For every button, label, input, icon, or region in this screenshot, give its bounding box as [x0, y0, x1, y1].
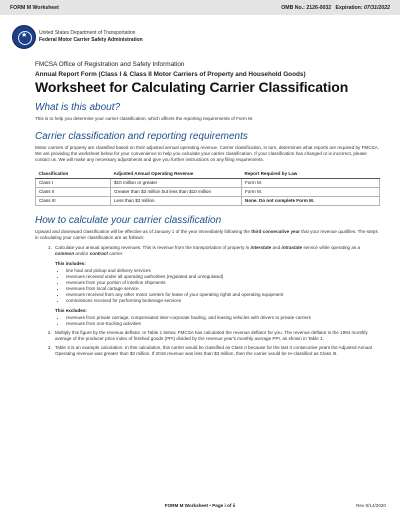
table-cell: Form M.: [242, 187, 380, 196]
classification-table: [35, 171, 380, 206]
about-text: This is to help you determine your carrier classification, which affects the reporting requirements of Form M.: [35, 116, 254, 121]
office-name: FMCSA Office of Registration and Safety Information: [35, 61, 185, 68]
expiration-date: 07/31/2022: [364, 5, 390, 11]
top-bar: [0, 0, 400, 15]
includes-list: [55, 268, 380, 304]
list-item: • revenues received under all operating authorities (regulated and unregulated): [66, 274, 380, 280]
classification-heading: Carrier classification and reporting requirements: [35, 131, 248, 142]
excludes-label: This excludes:: [55, 308, 87, 314]
table-cell: Class II: [36, 187, 111, 196]
step-2: 2. Multiply this figure by the revenue deflator. In Table 1 below, FMCSA has calculated the revenue deflator for you. The revenue deflator is the 1994 monthly average of the producer price index of finished goods (PPI) divided by the revenue year's monthly average PPI, as shown in Table 1.: [53, 330, 380, 342]
document-body: [35, 62, 380, 357]
list-item: • revenues from private carriage, compensated inter-corporate hauling, and leasing vehicles with drivers to private carriers: [66, 315, 380, 321]
table-cell: $10 million or greater: [111, 178, 242, 187]
table-row: [36, 178, 380, 187]
list-item: • revenues received from any other motor carriers for lease of your operating rights and operating equipment: [66, 292, 380, 298]
list-item: • line haul and pickup and delivery services: [66, 268, 380, 274]
table-cell: Greater than $3 million but less than $10 million: [111, 187, 242, 196]
department-name: United States Department of Transportation: [39, 30, 136, 36]
about-heading: What is this about?: [35, 102, 121, 113]
list-item: • revenues from non-trucking activities: [66, 321, 380, 327]
agency-logo-block: [12, 25, 172, 51]
step-3: 3. Table 3 is an example calculation. In this calculation, this carrier would be classified as Class II because for the last 3 consecutive years the Adjusted Annual Operating revenue was greater than $3 million. If 2018 revenue was less than $3 million, then the carrier would be re-classified as Class III.: [53, 345, 380, 357]
page-number: FORM M Worksheet • Page i of ii: [164, 503, 236, 508]
table-row: [36, 187, 380, 196]
column-header: Adjusted Annual Operating Revenue: [111, 171, 242, 178]
expiration-label: Expiration:: [335, 5, 363, 11]
includes-label: This includes:: [55, 261, 86, 267]
table-cell: Less than $3 million: [111, 196, 242, 205]
step-1: 1. Calculate your annual operating revenues. This is revenue from the transportation of property in interstate and intrastate service while operating as a common and/or contract carrier. This includes: • line haul and pickup and delivery services • revenues received under all operating authorities (regulated and unregulated) • revenues from your portion of interline shipments • revenues from local cartage service • revenues received from any other motor carriers for lease of your operating rights and operating equipment • commissions received for performing brokerage services This excludes: • revenues from private carriage, compensated inter-corporate hauling, and leasing vehicles with drivers to private carriers • revenues from non-trucking activities: [53, 245, 380, 327]
steps-list: [35, 245, 380, 357]
dot-seal-icon: ★: [12, 25, 36, 49]
table-cell: None. Do not complete Form M.: [242, 196, 380, 205]
how-intro: Upward and downward classification will be effective as of January 1 of the year immediately following the third consecutive year that your revenue qualifies. The steps in calculating your carrier classification are as follows:: [35, 229, 378, 241]
table-row: [36, 196, 380, 205]
column-header: Report Required by Law: [242, 171, 380, 178]
list-item: • revenues from your portion of interline shipments: [66, 280, 380, 286]
list-item: • revenues from local cartage service: [66, 286, 380, 292]
table-header-row: [36, 171, 380, 178]
table-cell: Class III: [36, 196, 111, 205]
form-label: FORM M Worksheet: [10, 5, 59, 11]
classification-text: Motor carriers of property are classified based on their adjusted annual operating revenue. Carrier classification, in turn, determines what reports are required by FMCSA. We are providing the worksheet below for your convenience to help you calculate your carrier classification. If your classification has changed or is incorrect, please contact us. We will make any necessary adjustments and give you further instructions on any filing requirements.: [35, 145, 379, 162]
omb-number: OMB No.: 2126-0032: [281, 5, 332, 11]
administration-name: Federal Motor Carrier Safety Administration: [39, 37, 143, 43]
column-header: Classification: [36, 171, 111, 178]
omb-expiration: [281, 5, 390, 11]
list-item: • commissions received for performing brokerage services: [66, 298, 380, 304]
excludes-list: [55, 315, 380, 327]
how-heading: How to calculate your carrier classification: [35, 215, 222, 227]
table-cell: Class I: [36, 178, 111, 187]
annual-report-title: Annual Report Form (Class I & Class II Motor Carriers of Property and Household Goods): [35, 71, 306, 78]
table-cell: Form M.: [242, 178, 380, 187]
revision-date: Rev 8/14/2020: [356, 503, 386, 508]
page-title: Worksheet for Calculating Carrier Classification: [35, 79, 349, 95]
